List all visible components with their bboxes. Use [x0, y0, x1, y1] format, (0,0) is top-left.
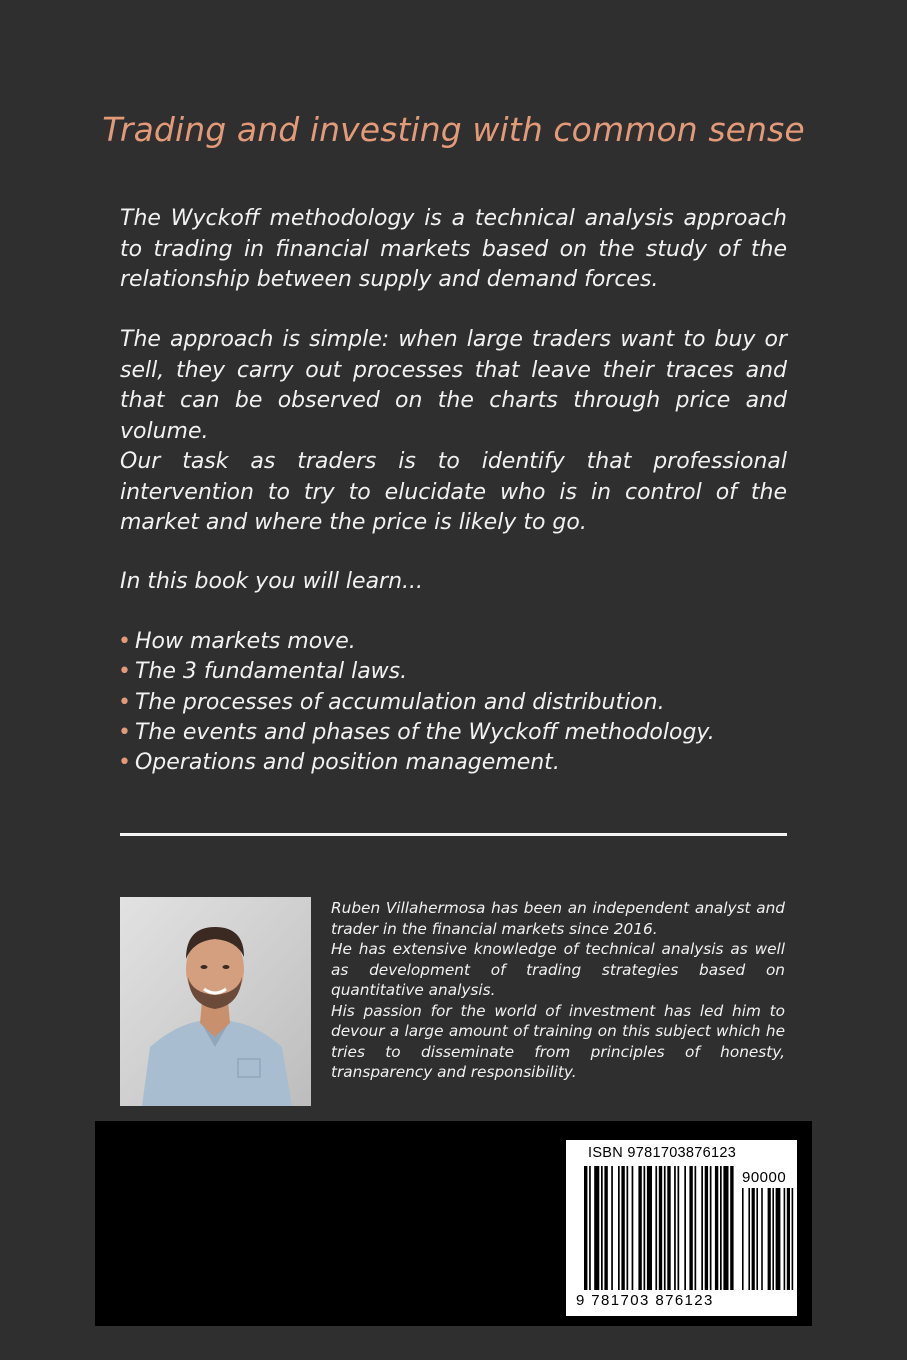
bullet-dot-icon: •: [118, 750, 131, 776]
barcode-digits: 9 781703 876123: [576, 1292, 714, 1309]
bullet-dot-icon: •: [118, 629, 131, 654]
bullet-dot-icon: •: [118, 659, 131, 685]
isbn-label: ISBN 9781703876123: [588, 1145, 737, 1161]
list-item: • Operations and position management.: [118, 750, 560, 776]
description-paragraph-2: The approach is simple: when large traders want to buy or sell, they carry out processes that leave their traces and that can be observed on the charts through price and volume.: [120, 327, 787, 444]
learn-intro: In this book you will learn...: [120, 569, 424, 594]
price-code: 90000: [742, 1169, 787, 1186]
bullet-dot-icon: •: [118, 719, 131, 745]
divider-line: [120, 833, 787, 836]
bio-line-2: He has extensive knowledge of technical analysis as well as development of trading strategies based on quantitative analysis.: [331, 940, 785, 999]
author-bio: [331, 898, 785, 1083]
bio-line-3: His passion for the world of investment has led him to devour a large amount of training on this subject which he tries to disseminate from principles of honesty, transparency and responsibility.: [331, 1001, 785, 1081]
description-paragraph-3: Our task as traders is to identify that professional intervention to try to elucidate who is in control of the market and where the price is likely to go.: [120, 449, 787, 535]
author-portrait-icon: [120, 897, 311, 1106]
learning-list: [118, 627, 798, 778]
list-item: • The processes of accumulation and distribution.: [118, 689, 665, 715]
list-item: • The events and phases of the Wyckoff methodology.: [118, 719, 715, 745]
barcode-panel: [566, 1140, 797, 1316]
description-paragraph-1: The Wyckoff methodology is a technical analysis approach to trading in financial markets based on the study of the relationship between supply and demand forces.: [120, 206, 787, 292]
author-photo: [120, 897, 311, 1106]
bullet-dot-icon: •: [118, 689, 131, 715]
barcode-icon: [566, 1140, 797, 1316]
list-item: • The 3 fundamental laws.: [118, 659, 408, 685]
tagline: Trading and investing with common sense: [102, 110, 805, 149]
list-item: • How markets move.: [118, 629, 356, 654]
bio-line-1: Ruben Villahermosa has been an independent analyst and trader in the financial markets since 2016.: [331, 899, 785, 938]
